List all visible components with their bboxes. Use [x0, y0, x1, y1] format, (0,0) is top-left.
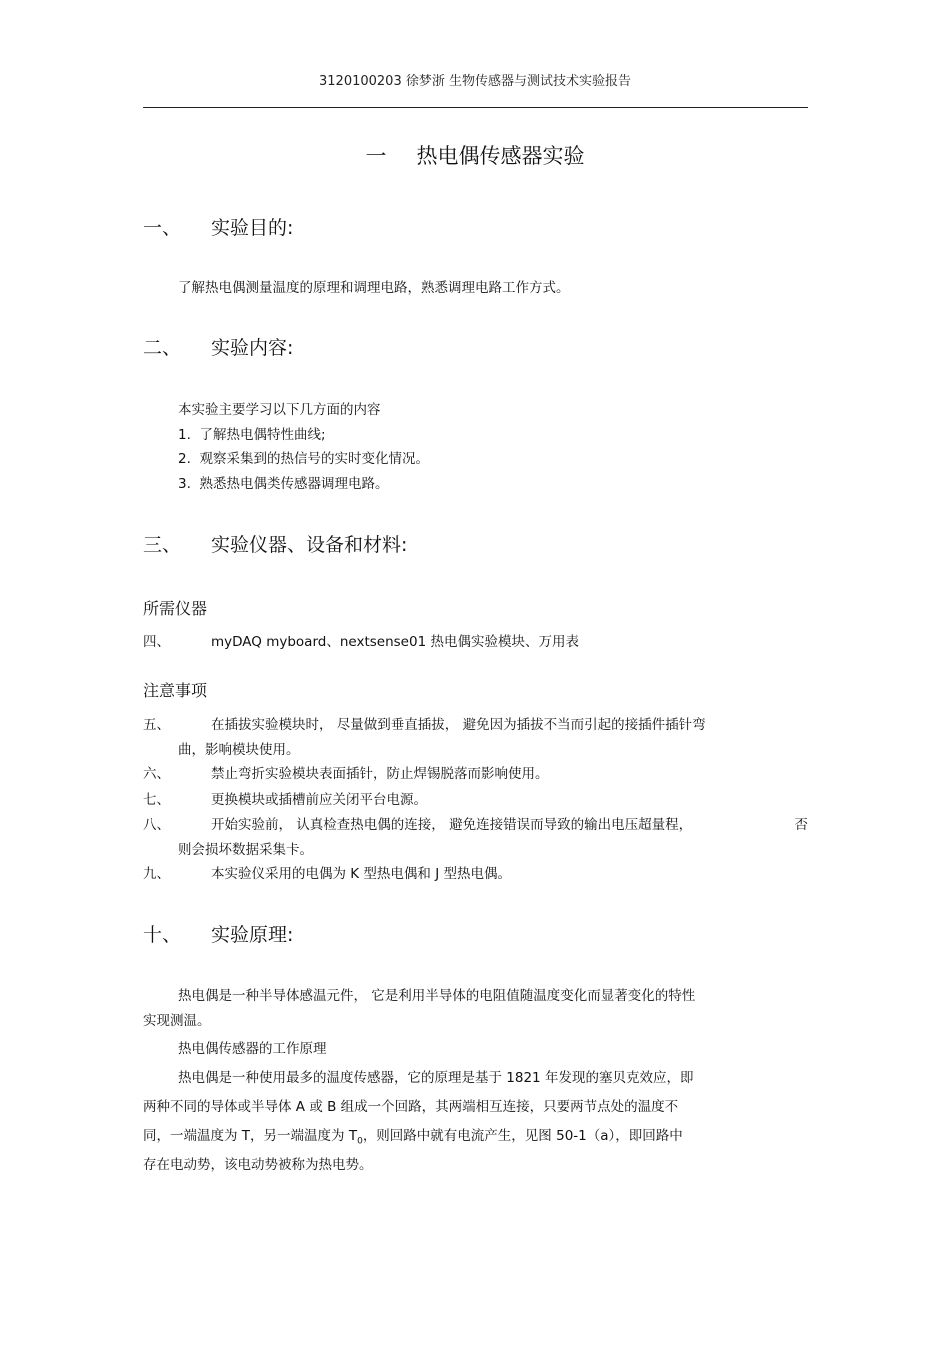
paragraph-line: 实现测温。 [143, 1013, 211, 1029]
section-title: 实验内容: [211, 337, 294, 359]
paragraph-fragment: ，则回路中就有电流产生，见图 50-1（a），即回路中 [362, 1128, 683, 1144]
paragraph-line: 热电偶是一种半导体感温元件， 它是利用半导体的电阻值随温度变化而显著变化的特性 [178, 988, 696, 1004]
page-header: 3120100203 徐梦浙 生物传感器与测试技术实验报告 [319, 74, 631, 89]
section-title: 实验仪器、设备和材料: [211, 534, 408, 556]
list-number: 八、 [143, 817, 170, 833]
list-number: 2. [178, 451, 191, 467]
list-text: 熟悉热电偶类传感器调理电路。 [199, 476, 389, 492]
list-text-continued: 则会损坏数据采集卡。 [178, 842, 313, 858]
paragraph-line: 两种不同的导体或半导体 A 或 B 组成一个回路，其两端相互连接，只要两节点处的温度不 [143, 1099, 679, 1115]
list-item [143, 862, 808, 882]
list-number: 3. [178, 476, 191, 492]
section-title: 实验原理: [211, 924, 294, 946]
list-text-continued: 曲，影响模块使用。 [178, 742, 300, 758]
list-item [178, 472, 388, 492]
section-number: 一、 [143, 217, 182, 239]
list-item [178, 423, 326, 443]
section-heading-content [143, 333, 743, 359]
section-number: 三、 [143, 534, 182, 556]
section-heading-purpose [143, 213, 743, 239]
header-divider [143, 107, 808, 108]
list-item [143, 788, 808, 808]
list-text: 禁止弯折实验模块表面插针，防止焊锡脱落而影响使用。 [211, 766, 549, 782]
section-number: 十、 [143, 924, 182, 946]
list-text: myDAQ myboard、nextsense01 热电偶实验模块、万用表 [211, 634, 579, 650]
notes-heading: 注意事项 [143, 681, 208, 700]
list-number: 九、 [143, 866, 170, 882]
content-intro: 本实验主要学习以下几方面的内容 [178, 402, 381, 418]
title-text: 热电偶传感器实验 [416, 144, 585, 168]
section-title: 实验目的: [211, 217, 294, 239]
paragraph-line: 热电偶是一种使用最多的温度传感器，它的原理是基于 1821 年发现的塞贝克效应，即 [178, 1070, 694, 1086]
purpose-text: 了解热电偶测量温度的原理和调理电路，熟悉调理电路工作方式。 [178, 280, 570, 296]
subscript-zero: 0 [357, 1136, 363, 1147]
list-number: 1. [178, 427, 191, 443]
paragraph-subheading: 热电偶传感器的工作原理 [178, 1041, 327, 1057]
section-number: 二、 [143, 337, 182, 359]
list-text: 更换模块或插槽前应关闭平台电源。 [211, 792, 427, 808]
list-text: 在插拔实验模块时， 尽量做到垂直插拔， 避免因为插拔不当而引起的接插件插针弯 [211, 717, 706, 733]
list-item [143, 762, 808, 782]
list-text-end: 否 [794, 817, 808, 833]
instruments-heading: 所需仪器 [143, 599, 208, 618]
list-text: 本实验仪采用的电偶为 K 型热电偶和 J 型热电偶。 [211, 866, 511, 882]
list-number: 七、 [143, 792, 170, 808]
list-item [143, 630, 743, 650]
list-item [178, 447, 429, 467]
list-number: 五、 [143, 717, 170, 733]
document-title [0, 140, 950, 170]
section-heading-principle [143, 920, 743, 946]
paragraph-fragment: 同，一端温度为 T，另一端温度为 T [143, 1128, 358, 1144]
paragraph-line [143, 1124, 683, 1147]
title-number: 一 [365, 144, 387, 168]
list-number: 四、 [143, 634, 170, 650]
section-heading-instruments [143, 530, 743, 556]
list-text: 了解热电偶特性曲线; [199, 427, 326, 443]
list-text: 观察采集到的热信号的实时变化情况。 [199, 451, 429, 467]
list-text: 开始实验前， 认真检查热电偶的连接， 避免连接错误而导致的输出电压超量程， [211, 817, 693, 833]
paragraph-line: 存在电动势，该电动势被称为热电势。 [143, 1157, 373, 1173]
list-item [143, 813, 808, 833]
list-item [143, 713, 808, 733]
list-number: 六、 [143, 766, 170, 782]
